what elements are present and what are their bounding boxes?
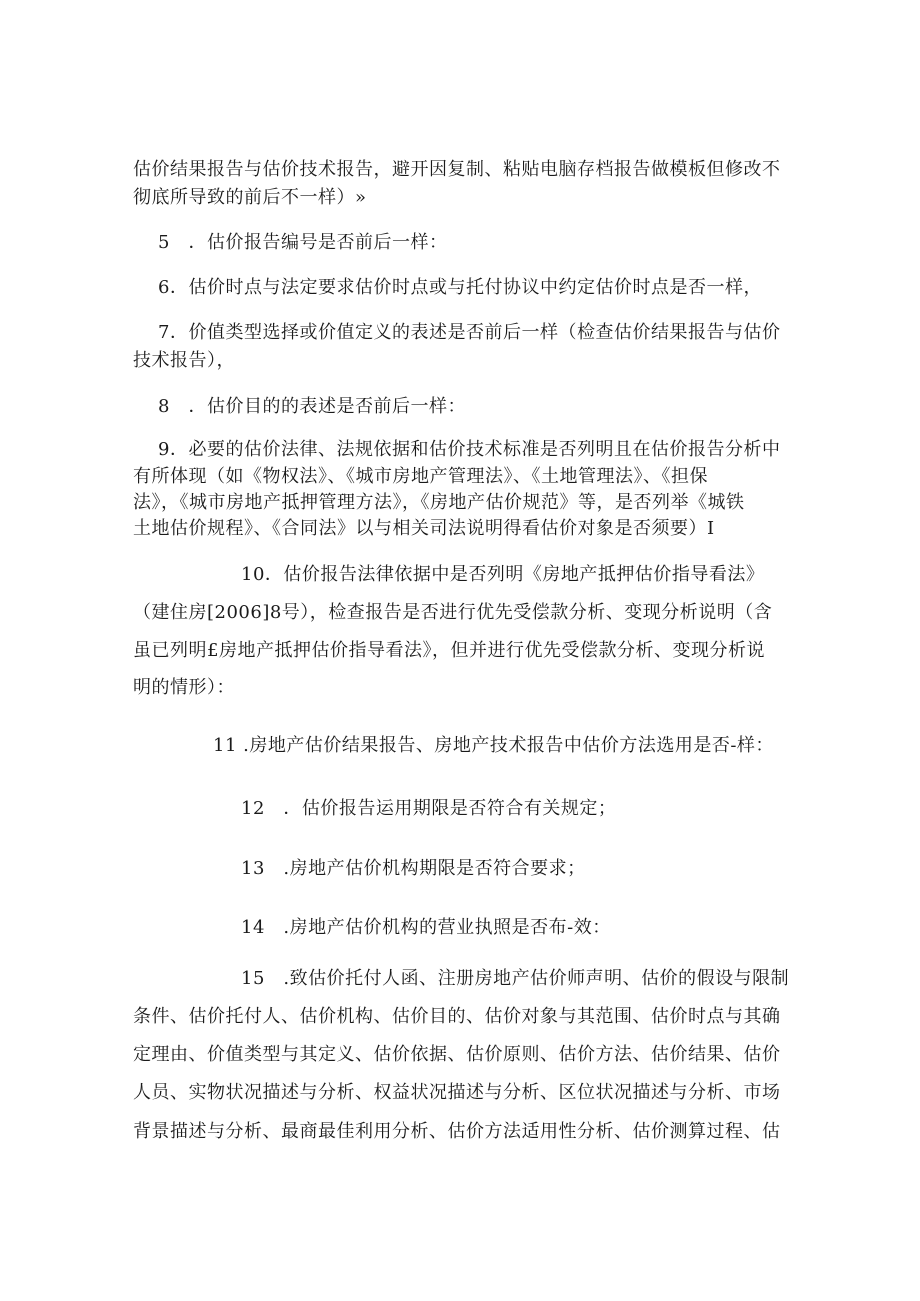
text-line: 技术报告）， [133,350,235,371]
text-line: 彻底所导致的前后不一样）» [133,187,367,208]
text-line: 有所体现（如《物权法》、《城市房地产管理法》、《土地管理法》、《担保 [133,466,708,487]
text-line: 背景描述与分析、最商最佳利用分析、估价方法适用性分析、估价测算过程、估 [133,1121,781,1142]
text-line: 估价结果报告与估价技术报告，避开因复制、粘贴电脑存档报告做模板但修改不 [133,159,781,180]
text-line: 定理由、价值类型与其定义、估价依据、估价原则、估价方法、估价结果、估价 [133,1044,781,1065]
text-line: 明的情形）： [133,677,235,698]
text-line: 10．估价报告法律依据中是否列明《房地产抵押估价指导看法》 [241,564,765,585]
text-line: 9．必要的估价法律、法规依据和估价技术标准是否列明且在估价报告分析中 [158,439,781,460]
text-line: 7．价值类型选择或价值定义的表述是否前后一样（检查估价结果报告与估价 [158,322,781,343]
text-line: 14 .房地产估价机构的营业执照是否布-效： [241,917,611,938]
text-line: 虽已列明£房地产抵押估价指导看法》，但并进行优先受偿款分析、变现分析说 [133,640,765,661]
text-line: 土地估价规程》、《合同法》以与相关司法说明得看估价对象是否须要）I [133,518,715,539]
text-line: 12 ．估价报告运用期限是否符合有关规定； [241,798,617,819]
text-line: 6．估价时点与法定要求估价时点或与托付协议中约定估价时点是否一样， [158,277,762,298]
text-line: 人员、实物状况描述与分析、权益状况描述与分析、区位状况描述与分析、市场 [133,1082,781,1103]
text-line: 法》，《城市房地产抵押管理方法》，《房地产估价规范》等，是否列举《城铁 [133,492,745,513]
text-line: 13 .房地产估价机构期限是否符合要求； [241,858,586,879]
text-line: 条件、估价托付人、估价机构、估价目的、估价对象与其范围、估价时点与其确 [133,1006,781,1027]
text-line: 5 ．估价报告编号是否前后一样： [158,232,448,253]
text-line: 8 ．估价目的的表述是否前后一样： [158,396,466,417]
text-line: 15 .致估价托付人函、注册房地产估价师声明、估价的假设与限制 [241,968,790,989]
text-line: （建住房[2006]8号），检查报告是否进行优先受偿款分析、变现分析说明（含 [133,602,773,623]
text-line: 11 .房地产估价结果报告、房地产技术报告中估价方法选用是否-样： [213,735,774,756]
